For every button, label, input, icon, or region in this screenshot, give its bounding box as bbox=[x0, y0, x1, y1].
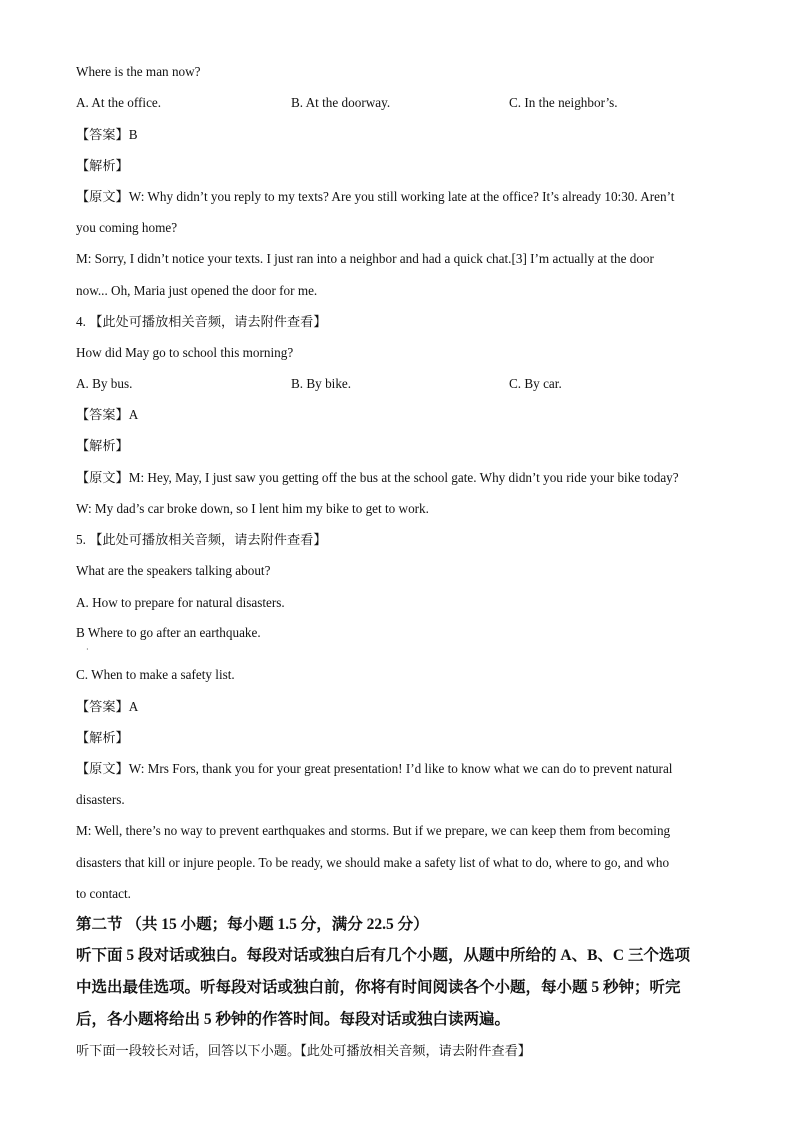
q4-analysis-label: 【解析】 bbox=[76, 438, 129, 453]
q3-script-line-2: you coming home? bbox=[76, 220, 178, 235]
q4-option-a: A. By bus. bbox=[76, 376, 133, 391]
q3-option-a: A. At the office. bbox=[76, 95, 162, 110]
q5-script-line-5: to contact. bbox=[76, 886, 131, 901]
section2-prompt: 听下面一段较长对话，回答以下小题。【此处可播放相关音频，请去附件查看】 bbox=[76, 1043, 531, 1058]
section2-instruction-line-1: 听下面 5 段对话或独白。每段对话或独白后有几个小题，从题中所给的 A、B、C 三个选项 bbox=[76, 947, 690, 964]
q3-script-line-3: M: Sorry, I didn’t notice your texts. I just ran into a neighbor and had a quick chat.[3] I’m actually at the door bbox=[76, 251, 654, 266]
q5-script-line-4: disasters that kill or injure people. To be ready, we should make a safety list of what to do, where to go, and who bbox=[76, 855, 670, 870]
section2-instruction-line-2: 中选出最佳选项。听每段对话或独白前，你将有时间阅读各个小题，每小题 5 秒钟；听完 bbox=[76, 979, 681, 996]
q4-heading: 4. 【此处可播放相关音频，请去附件查看】 bbox=[76, 314, 327, 329]
q3-analysis-label: 【解析】 bbox=[76, 158, 129, 173]
q4-script-line-2: W: My dad’s car broke down, so I lent him my bike to get to work. bbox=[76, 501, 429, 516]
q3-option-b: B. At the doorway. bbox=[291, 95, 391, 110]
q3-question: Where is the man now? bbox=[76, 64, 201, 79]
stray-dot: · bbox=[86, 645, 89, 654]
q4-option-b: B. By bike. bbox=[291, 376, 352, 391]
q5-answer: 【答案】A bbox=[76, 699, 139, 714]
section2-title: 第二节 （共 15 小题；每小题 1.5 分，满分 22.5 分） bbox=[76, 916, 429, 933]
q5-heading: 5. 【此处可播放相关音频，请去附件查看】 bbox=[76, 532, 327, 547]
q5-option-c: C. When to make a safety list. bbox=[76, 667, 235, 682]
q5-question: What are the speakers talking about? bbox=[76, 563, 271, 578]
q5-option-a: A. How to prepare for natural disasters. bbox=[76, 595, 285, 610]
q4-question: How did May go to school this morning? bbox=[76, 345, 294, 360]
q4-answer: 【答案】A bbox=[76, 407, 139, 422]
q5-analysis-label: 【解析】 bbox=[76, 730, 129, 745]
q5-script-line-2: disasters. bbox=[76, 792, 125, 807]
section2-instruction-line-3: 后，各小题将给出 5 秒钟的作答时间。每段对话或独白读两遍。 bbox=[76, 1011, 511, 1028]
q5-option-b: B Where to go after an earthquake. bbox=[76, 625, 261, 640]
q4-script-line-1: 【原文】M: Hey, May, I just saw you getting off the bus at the school gate. Why didn’t you ride your bike today? bbox=[76, 470, 679, 485]
q3-script-line-4: now... Oh, Maria just opened the door for me. bbox=[76, 283, 318, 298]
q4-option-c: C. By car. bbox=[509, 376, 562, 391]
q5-script-line-3: M: Well, there’s no way to prevent earthquakes and storms. But if we prepare, we can keep them from becoming bbox=[76, 823, 671, 838]
q3-option-c: C. In the neighbor’s. bbox=[509, 95, 618, 110]
q3-script-line-1: 【原文】W: Why didn’t you reply to my texts? Are you still working late at the office? It’s already 10:30. Aren’t bbox=[76, 189, 675, 204]
q3-answer: 【答案】B bbox=[76, 127, 138, 142]
q5-script-line-1: 【原文】W: Mrs Fors, thank you for your great presentation! I’d like to know what we can do to prevent natural bbox=[76, 761, 673, 776]
